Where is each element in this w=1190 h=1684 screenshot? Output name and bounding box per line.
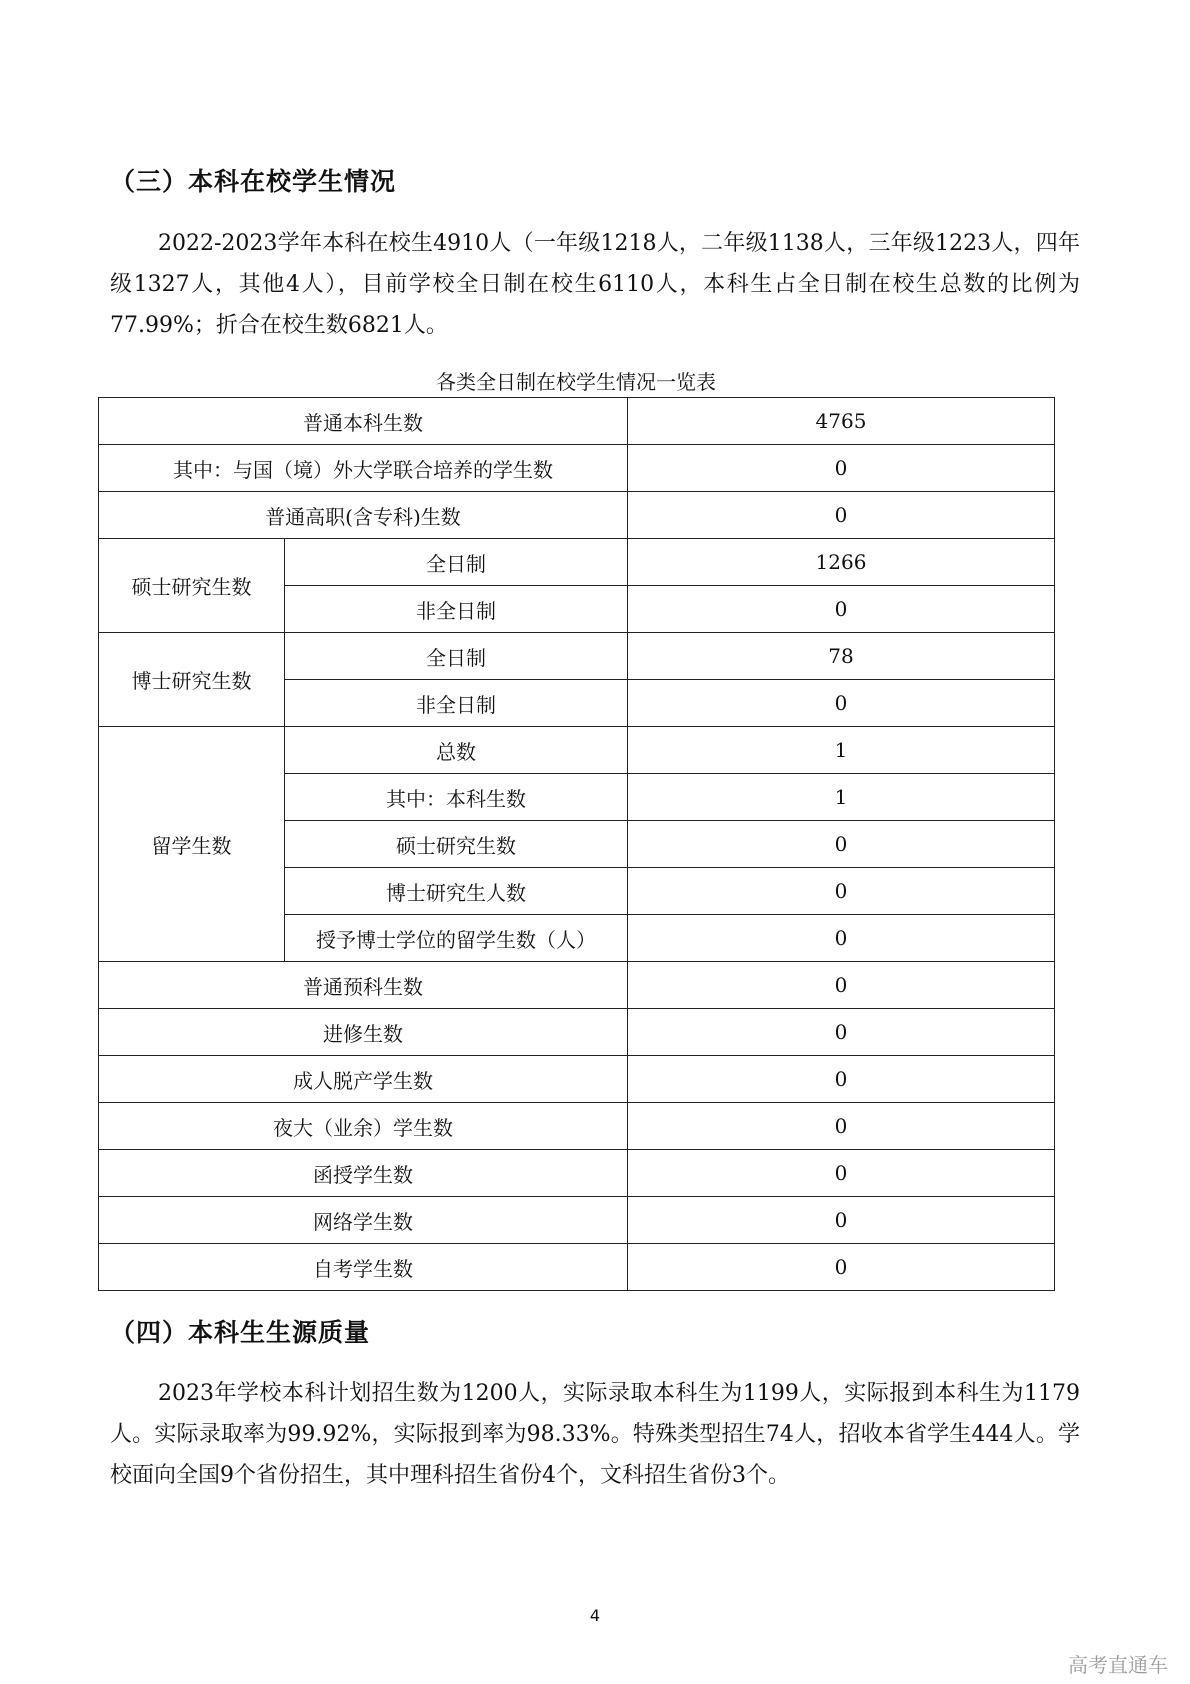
row-sublabel: 全日制 <box>285 633 628 680</box>
row-value: 78 <box>628 633 1055 680</box>
row-label: 进修生数 <box>99 1009 628 1056</box>
row-value: 0 <box>628 1103 1055 1150</box>
row-value: 0 <box>628 586 1055 633</box>
row-sublabel: 非全日制 <box>285 586 628 633</box>
row-value: 1 <box>628 774 1055 821</box>
table-row <box>99 1103 1055 1150</box>
page-number: 4 <box>589 1606 601 1625</box>
row-label: 成人脱产学生数 <box>99 1056 628 1103</box>
table-row <box>99 1244 1055 1291</box>
row-value: 0 <box>628 1150 1055 1197</box>
row-label: 自考学生数 <box>99 1244 628 1291</box>
section-3-paragraph: 2022-2023学年本科在校生4910人（一年级1218人，二年级1138人，三年级1223人，四年级1327人，其他4人），目前学校全日制在校生6110人，本科生占全日制在校生总数的比例为77.99%；折合在校生数6821人。 <box>110 231 1080 338</box>
row-value: 0 <box>628 492 1055 539</box>
table-row <box>99 492 1055 539</box>
row-label: 其中：与国（境）外大学联合培养的学生数 <box>99 445 628 492</box>
row-value: 1266 <box>628 539 1055 586</box>
group-label-international: 留学生数 <box>99 727 285 962</box>
row-value: 0 <box>628 1009 1055 1056</box>
student-stats-table <box>98 397 1055 1291</box>
table-row <box>99 633 1055 680</box>
row-value: 0 <box>628 915 1055 962</box>
row-value: 0 <box>628 1197 1055 1244</box>
row-value: 0 <box>628 821 1055 868</box>
section-3-heading: （三）本科在校学生情况 <box>110 167 397 196</box>
row-sublabel: 全日制 <box>285 539 628 586</box>
row-value: 0 <box>628 1244 1055 1291</box>
row-value: 0 <box>628 962 1055 1009</box>
section-4-heading: （四）本科生生源质量 <box>110 1318 371 1347</box>
row-label: 函授学生数 <box>99 1150 628 1197</box>
table-row <box>99 1056 1055 1103</box>
row-sublabel: 硕士研究生数 <box>285 821 628 868</box>
row-sublabel: 总数 <box>285 727 628 774</box>
row-label: 普通预科生数 <box>99 962 628 1009</box>
group-label-master: 硕士研究生数 <box>99 539 285 633</box>
row-label: 普通高职(含专科)生数 <box>99 492 628 539</box>
row-value: 0 <box>628 680 1055 727</box>
group-label-doctor: 博士研究生数 <box>99 633 285 727</box>
row-value: 1 <box>628 727 1055 774</box>
watermark: 高考直通车 <box>1068 1653 1168 1677</box>
table-row <box>99 539 1055 586</box>
row-sublabel: 其中：本科生数 <box>285 774 628 821</box>
table-caption: 各类全日制在校学生情况一览表 <box>436 370 716 394</box>
table-row <box>99 398 1055 445</box>
row-sublabel: 授予博士学位的留学生数（人） <box>285 915 628 962</box>
table-row <box>99 1009 1055 1056</box>
row-label: 普通本科生数 <box>99 398 628 445</box>
row-value: 0 <box>628 1056 1055 1103</box>
table-row <box>99 445 1055 492</box>
section-4-paragraph: 2023年学校本科计划招生数为1200人，实际录取本科生为1199人，实际报到本科生为1179人。实际录取率为99.92%，实际报到率为98.33%。特殊类型招生74人，招收本省学生444人。学校面向全国9个省份招生，其中理科招生省份4个，文科招生省份3个。 <box>110 1381 1080 1488</box>
row-label: 夜大（业余）学生数 <box>99 1103 628 1150</box>
row-sublabel: 博士研究生人数 <box>285 868 628 915</box>
row-value: 4765 <box>628 398 1055 445</box>
row-label: 网络学生数 <box>99 1197 628 1244</box>
row-value: 0 <box>628 445 1055 492</box>
row-sublabel: 非全日制 <box>285 680 628 727</box>
table-row <box>99 962 1055 1009</box>
table-row <box>99 1150 1055 1197</box>
table-row <box>99 1197 1055 1244</box>
row-value: 0 <box>628 868 1055 915</box>
table-row <box>99 727 1055 774</box>
